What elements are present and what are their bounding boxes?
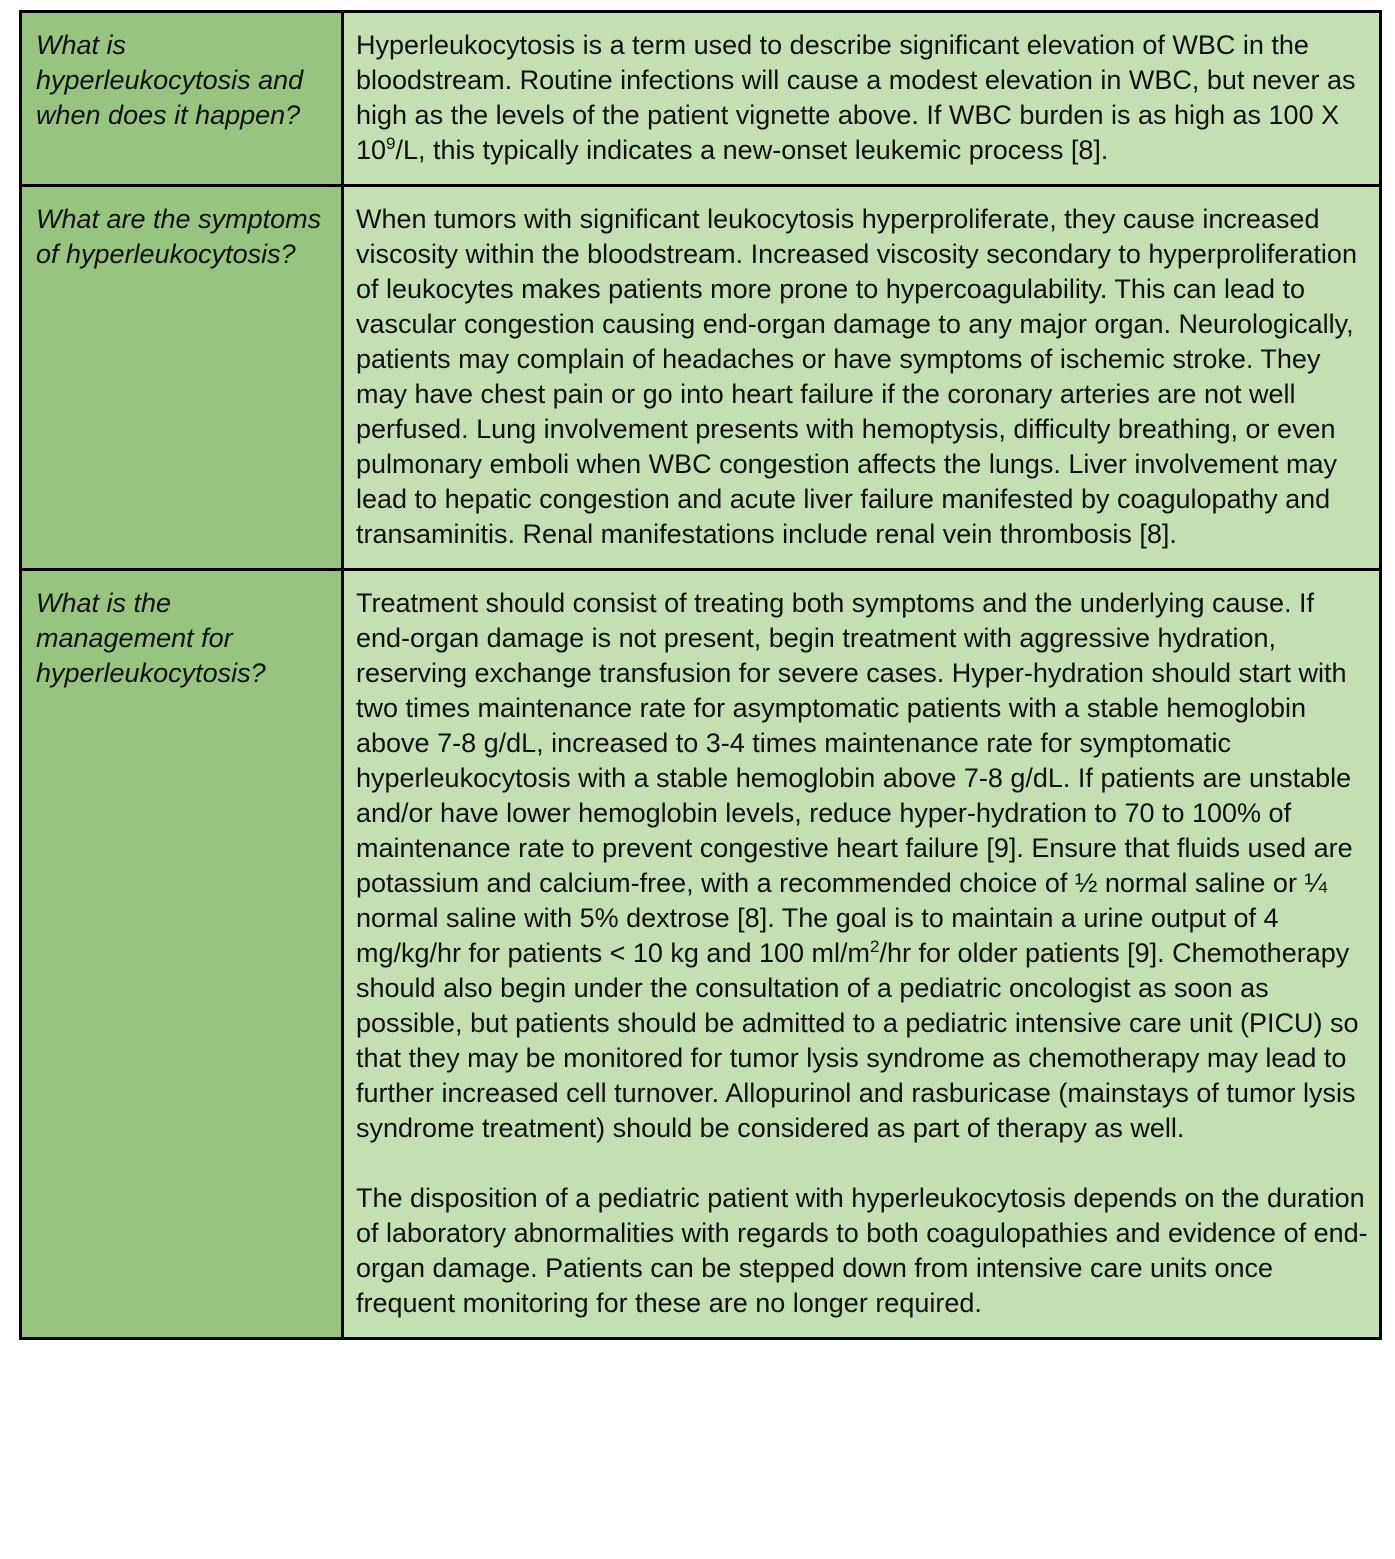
answer-text: Hyperleukocytosis is a term used to describe significant elevation of WBC in the bloodstream. Routine infections will cause a modest elevation in WBC, but never as high as the levels of the patient vignette above. If WBC burden is as high as 100 X 10 bbox=[356, 30, 1356, 165]
table-row bbox=[21, 186, 1381, 570]
answer-text: /hr for older patients [9]. Chemotherapy should also begin under the consultation of a pediatric oncologist as soon as possible, but patients should be admitted to a pediatric intensive care unit (PICU) so that they may be monitored for tumor lysis syndrome as chemotherapy may lead to further increased cell turnover. Allopurinol and rasburicase (mainstays of tumor lysis syndrome treatment) should be considered as part of therapy as well. bbox=[356, 938, 1359, 1143]
qa-table-body bbox=[21, 12, 1381, 1339]
answer-paragraph bbox=[356, 1181, 1375, 1321]
superscript: 2 bbox=[870, 937, 880, 956]
answer-text: /L, this typically indicates a new-onset leukemic process [8]. bbox=[395, 135, 1109, 165]
table-row bbox=[21, 12, 1381, 186]
answer-cell bbox=[343, 12, 1381, 186]
answer-cell bbox=[343, 570, 1381, 1339]
table-row bbox=[21, 570, 1381, 1339]
superscript: 9 bbox=[386, 134, 396, 153]
answer-text: When tumors with significant leukocytosis hyperproliferate, they cause increased viscosity within the bloodstream. Increased viscosity secondary to hyperproliferation of leukocytes makes patients more prone to hypercoagulability. This can lead to vascular congestion causing end-organ damage to any major organ. Neurologically, patients may complain of headaches or have symptoms of ischemic stroke. They may have chest pain or go into heart failure if the coronary arteries are not well perfused. Lung involvement presents with hemoptysis, difficulty breathing, or even pulmonary emboli when WBC congestion affects the lungs. Liver involvement may lead to hepatic congestion and acute liver failure manifested by coagulopathy and transaminitis. Renal manifestations include renal vein thrombosis [8]. bbox=[356, 204, 1357, 549]
question-cell: What is hyperleukocytosis and when does it happen? bbox=[21, 12, 343, 186]
answer-text: Treatment should consist of treating both symptoms and the underlying cause. If end-organ damage is not present, begin treatment with aggressive hydration, reserving exchange transfusion for severe cases. Hyper-hydration should start with two times maintenance rate for asymptomatic patients with a stable hemoglobin above 7-8 g/dL, increased to 3-4 times maintenance rate for symptomatic hyperleukocytosis with a stable hemoglobin above 7-8 g/dL. If patients are unstable and/or have lower hemoglobin levels, reduce hyper-hydration to 70 to 100% of maintenance rate to prevent congestive heart failure [9]. Ensure that fluids used are potassium and calcium-free, with a recommended choice of ½ normal saline or ¼ normal saline with 5% dextrose [8]. The goal is to maintain a urine output of 4 mg/kg/hr for patients < 10 kg and 100 ml/m bbox=[356, 588, 1353, 968]
answer-cell bbox=[343, 186, 1381, 570]
question-cell: What are the symptoms of hyperleukocytosis? bbox=[21, 186, 343, 570]
qa-table bbox=[19, 10, 1382, 1340]
answer-text: The disposition of a pediatric patient with hyperleukocytosis depends on the duration of laboratory abnormalities with regards to both coagulopathies and evidence of end-organ damage. Patients can be stepped down from intensive care units once frequent monitoring for these are no longer required. bbox=[356, 1183, 1368, 1318]
question-cell: What is the management for hyperleukocytosis? bbox=[21, 570, 343, 1339]
answer-paragraph bbox=[356, 202, 1375, 552]
answer-paragraph bbox=[356, 28, 1375, 168]
answer-paragraph bbox=[356, 586, 1375, 1146]
